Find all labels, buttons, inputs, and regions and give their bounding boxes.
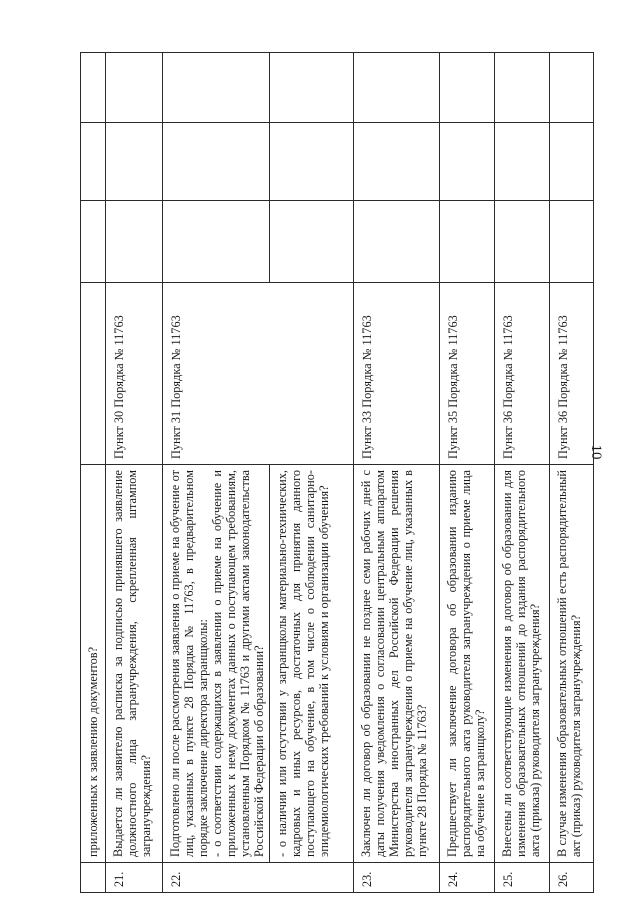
row-question-sub: - о соответствии содержащихся в заявлении о приеме на обучение и приложенных к нему документах данных о поступающем требованиям, установленным Порядком № 11763 и другими актами законодательства Российской Федерации об образовании? xyxy=(210,470,266,857)
empty-cell xyxy=(354,123,440,201)
empty-cell xyxy=(495,123,550,201)
row-number: 23. xyxy=(354,863,440,893)
row-reference: Пункт 35 Порядка № 11763 xyxy=(440,283,495,465)
table-row xyxy=(106,53,163,893)
row-question-lead: Подготовлено ли после рассмотрения заявления о приеме на обучение от лиц, указанных в пункте 28 Порядка № 11763, в предварительном порядке заключение директора загранщколы: xyxy=(168,470,210,857)
table-row xyxy=(440,53,495,893)
row-question: Выдается ли заявителю расписка за подписью принявшего заявление должностного лица загранучреждения, скрепленная штампом загранучреждения? xyxy=(106,465,163,863)
row-number: 22. xyxy=(163,863,354,893)
empty-cell xyxy=(106,201,163,283)
empty-cell xyxy=(270,123,354,201)
row-number xyxy=(81,863,106,893)
table-row xyxy=(550,53,594,893)
empty-cell xyxy=(550,201,594,283)
empty-cell xyxy=(440,123,495,201)
empty-cell xyxy=(354,201,440,283)
empty-cell xyxy=(106,53,163,123)
empty-cell xyxy=(495,53,550,123)
row-reference xyxy=(81,283,106,465)
empty-cell xyxy=(163,201,270,283)
table-row xyxy=(81,53,106,893)
row-question: Предшествует ли заключение договора об образовании изданию распорядительного акта руководителя загранучреждения о приеме лица на обучение в загранщколу? xyxy=(440,465,495,863)
row-question: - о наличии или отсутствии у загранщколы материально-технических, кадровых и иных ресурсов, достаточных для принятия данного поступающего на обучение, в том числе о соблюдении санитарно-эпидемиологических требований к условиям и организации обучения? xyxy=(270,465,354,863)
row-reference: Пункт 33 Порядка № 11763 xyxy=(354,283,440,465)
empty-cell xyxy=(81,123,106,201)
empty-cell xyxy=(270,201,354,283)
row-reference: Пункт 36 Порядка № 11763 xyxy=(550,283,594,465)
row-number: 25. xyxy=(495,863,550,893)
empty-cell xyxy=(495,201,550,283)
empty-cell xyxy=(270,53,354,123)
empty-cell xyxy=(81,53,106,123)
table-row xyxy=(163,53,270,893)
empty-cell xyxy=(163,53,270,123)
checklist-table xyxy=(80,52,594,893)
empty-cell xyxy=(81,201,106,283)
empty-cell xyxy=(550,53,594,123)
empty-cell xyxy=(440,201,495,283)
row-number: 24. xyxy=(440,863,495,893)
row-question: В случае изменения образовательных отношений есть распорядительный акт (приказ) руководителя загранучреждения? xyxy=(550,465,594,863)
empty-cell xyxy=(106,123,163,201)
table-row xyxy=(354,53,440,893)
table-row xyxy=(270,53,354,893)
row-question xyxy=(163,465,270,863)
row-reference: Пункт 30 Порядка № 11763 xyxy=(106,283,163,465)
page-number: 10 xyxy=(588,444,604,460)
empty-cell xyxy=(354,53,440,123)
row-reference: Пункт 31 Порядка № 11763 xyxy=(163,283,354,465)
empty-cell xyxy=(440,53,495,123)
rotated-table-container xyxy=(80,53,640,893)
row-question: приложенных к заявлению документов? xyxy=(81,465,106,863)
table-row xyxy=(495,53,550,893)
empty-cell xyxy=(163,123,270,201)
row-number: 26. xyxy=(550,863,594,893)
empty-cell xyxy=(550,123,594,201)
row-question: Внесены ли соответствующие изменения в договор об образовании для изменения образовательных отношений до издания распорядительного акта (приказа) руководителя загранучреждения? xyxy=(495,465,550,863)
row-number: 21. xyxy=(106,863,163,893)
row-question: Заключен ли договор об образовании не позднее семи рабочих дней с даты получения уведомления о согласовании центральным аппаратом Министерства иностранных дел Российской Федерации решения руководителя загранучреждения о приеме на обучение лиц, указанных в пункте 28 Порядка № 11763? xyxy=(354,465,440,863)
row-reference: Пункт 36 Порядка № 11763 xyxy=(495,283,550,465)
